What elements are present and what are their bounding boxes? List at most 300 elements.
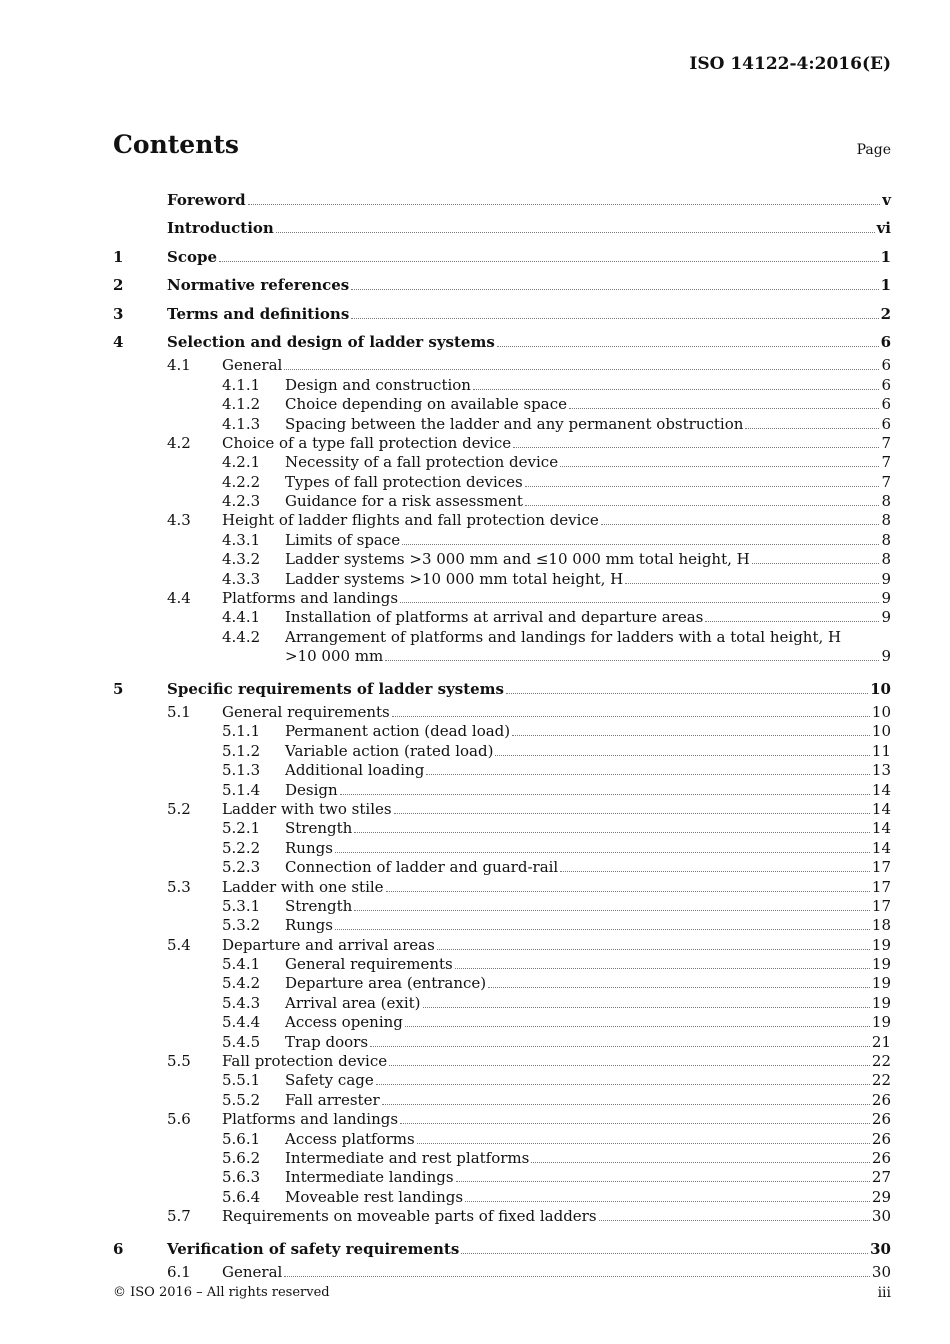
toc-entry[interactable] bbox=[113, 703, 891, 722]
toc-entry-number: 5.1.2 bbox=[222, 741, 261, 760]
toc-entry-title[interactable]: Intermediate landings bbox=[285, 1168, 454, 1187]
toc-entry-leader bbox=[167, 214, 891, 242]
toc-entry-title[interactable]: General bbox=[222, 356, 283, 375]
toc-entry-leader bbox=[285, 473, 891, 492]
toc-entry-page[interactable]: 1 bbox=[880, 276, 891, 295]
toc-entry-number: 4.2.3 bbox=[222, 492, 261, 511]
toc-entry-number: 5.4.5 bbox=[222, 1032, 261, 1051]
toc-entry-number: 5.1.3 bbox=[222, 761, 261, 780]
toc-entry[interactable] bbox=[113, 589, 891, 608]
dot-leader bbox=[513, 434, 879, 448]
dot-leader bbox=[456, 1168, 870, 1182]
dot-leader bbox=[465, 1188, 870, 1202]
dot-leader bbox=[335, 839, 870, 853]
toc-entry[interactable] bbox=[113, 492, 891, 511]
dot-leader bbox=[455, 955, 870, 969]
toc-entry-number: 5.3.2 bbox=[222, 916, 261, 935]
page-column-label: Page bbox=[856, 142, 891, 158]
document-id: ISO 14122-4:2016(E) bbox=[689, 54, 891, 74]
toc-entry-leader bbox=[285, 608, 891, 627]
toc-entry-title[interactable]: Ladder with one stile bbox=[222, 877, 384, 896]
toc-entry-title[interactable]: Design bbox=[285, 780, 338, 799]
toc-entry[interactable] bbox=[113, 742, 891, 761]
toc-entry-title[interactable]: Arrival area (exit) bbox=[285, 993, 421, 1012]
toc-entry-title[interactable]: Rungs bbox=[285, 838, 333, 857]
toc-entry-leader bbox=[285, 1071, 891, 1090]
toc-entry-leader bbox=[285, 1188, 891, 1207]
toc-entry-page[interactable]: 29 bbox=[871, 1187, 891, 1206]
toc-entry[interactable] bbox=[113, 994, 891, 1013]
toc-entry-page[interactable]: 30 bbox=[870, 1239, 891, 1258]
section-gap bbox=[113, 667, 891, 675]
toc-entry-number: 6 bbox=[113, 1239, 124, 1258]
toc-entry-title[interactable]: Height of ladder flights and fall protection device bbox=[222, 511, 599, 530]
toc-entry-leader bbox=[285, 1130, 891, 1149]
toc-entry-title[interactable]: Guidance for a risk assessment bbox=[285, 492, 523, 511]
toc-entry-title[interactable]: General requirements bbox=[285, 955, 453, 974]
dot-leader bbox=[461, 1240, 868, 1254]
toc-entry[interactable] bbox=[113, 395, 891, 414]
toc-entry-title[interactable]: Verification of safety requirements bbox=[167, 1239, 460, 1258]
toc-entry-page[interactable]: 6 bbox=[881, 414, 891, 433]
toc-entry-page[interactable]: 26 bbox=[871, 1129, 891, 1148]
toc-entry-number: 5.2.2 bbox=[222, 838, 261, 857]
toc-entry-title[interactable]: Moveable rest landings bbox=[285, 1187, 464, 1206]
toc-entry[interactable] bbox=[113, 1168, 891, 1187]
toc-entry-leader bbox=[222, 936, 891, 955]
toc-entry-title[interactable]: Specific requirements of ladder systems bbox=[167, 679, 504, 698]
dot-leader bbox=[284, 356, 879, 370]
toc-entry-page[interactable]: 17 bbox=[871, 858, 891, 877]
toc-entry-page[interactable]: 7 bbox=[881, 453, 891, 472]
toc-entry-number: 4 bbox=[113, 332, 124, 351]
dot-leader bbox=[284, 1263, 870, 1277]
dot-leader bbox=[625, 570, 879, 584]
toc-entry-page[interactable]: 8 bbox=[881, 530, 891, 549]
dot-leader bbox=[497, 333, 879, 347]
toc-entry-leader bbox=[285, 1033, 891, 1052]
toc-entry[interactable] bbox=[113, 722, 891, 741]
toc-entry-leader bbox=[285, 453, 891, 472]
toc-entry-number: 4.2.2 bbox=[222, 472, 261, 491]
toc-entry-leader bbox=[222, 1263, 891, 1282]
dot-leader bbox=[354, 897, 870, 911]
toc-entry-page[interactable]: 30 bbox=[871, 1262, 891, 1281]
toc-entry-leader bbox=[222, 589, 891, 608]
toc-entry[interactable] bbox=[113, 955, 891, 974]
toc-entry-title[interactable]: Departure and arrival areas bbox=[222, 935, 435, 954]
toc-entry-number: 5.4 bbox=[167, 935, 191, 954]
dot-leader bbox=[351, 276, 878, 290]
toc-entry-number: 5.2.3 bbox=[222, 858, 261, 877]
toc-entry-title[interactable]: Variable action (rated load) bbox=[285, 741, 494, 760]
toc-entry[interactable] bbox=[113, 1207, 891, 1226]
toc-entry-leader bbox=[167, 675, 891, 703]
toc-entry[interactable] bbox=[113, 1071, 891, 1090]
toc-entry-title[interactable]: Choice of a type fall protection device bbox=[222, 433, 512, 452]
dot-leader bbox=[417, 1130, 870, 1144]
toc-entry-title[interactable]: Intermediate and rest platforms bbox=[285, 1148, 530, 1167]
dot-leader bbox=[382, 1091, 870, 1105]
toc-entry-title[interactable]: Foreword bbox=[167, 191, 246, 209]
toc-entry-number: 4.2.1 bbox=[222, 453, 261, 472]
toc-entry-page[interactable]: 19 bbox=[871, 935, 891, 954]
dot-leader bbox=[376, 1071, 870, 1085]
toc-entry-leader bbox=[285, 1168, 891, 1187]
toc-entry-leader bbox=[285, 781, 891, 800]
toc-entry[interactable] bbox=[113, 1033, 891, 1052]
toc-entry-leader bbox=[285, 1091, 891, 1110]
toc-entry-page[interactable]: 14 bbox=[871, 799, 891, 818]
dot-leader bbox=[752, 550, 880, 564]
toc-entry[interactable] bbox=[113, 761, 891, 780]
toc-entry[interactable] bbox=[113, 781, 891, 800]
toc-entry[interactable] bbox=[113, 356, 891, 375]
dot-leader bbox=[525, 492, 880, 506]
dot-leader bbox=[745, 415, 879, 429]
toc-entry-leader bbox=[167, 271, 891, 299]
toc-entry-number: 4.1.1 bbox=[222, 375, 261, 394]
toc-entry-title[interactable]: Connection of ladder and guard-rail bbox=[285, 858, 559, 877]
toc-entry-leader bbox=[167, 328, 891, 356]
toc-entry-number: 5.5 bbox=[167, 1052, 191, 1071]
dot-leader bbox=[370, 1033, 870, 1047]
toc-entry-title[interactable]: Normative references bbox=[167, 276, 350, 295]
toc-entry-page[interactable]: 8 bbox=[881, 492, 891, 511]
toc-entry-title[interactable]: Limits of space bbox=[285, 530, 401, 549]
toc-entry-page[interactable]: 1 bbox=[880, 247, 891, 266]
toc-entry[interactable] bbox=[113, 300, 891, 328]
toc-entry[interactable] bbox=[113, 974, 891, 993]
dot-leader bbox=[351, 305, 878, 319]
toc-entry-number: 5.6.1 bbox=[222, 1129, 261, 1148]
dot-leader bbox=[402, 531, 879, 545]
toc-entry-leader bbox=[285, 839, 891, 858]
toc-entry[interactable] bbox=[113, 453, 891, 472]
dot-leader bbox=[426, 761, 870, 775]
toc-entry-title[interactable]: Necessity of a fall protection device bbox=[285, 453, 559, 472]
toc-entry-page[interactable]: 6 bbox=[881, 356, 891, 375]
toc-entry-leader bbox=[285, 570, 891, 589]
dot-leader bbox=[599, 1207, 870, 1221]
toc-entry-number: 5.4.3 bbox=[222, 993, 261, 1012]
toc-entry-title[interactable]: Access platforms bbox=[285, 1129, 415, 1148]
dot-leader bbox=[601, 511, 880, 525]
toc-entry-title[interactable]: Introduction bbox=[167, 219, 274, 238]
dot-leader bbox=[488, 974, 870, 988]
toc-entry-page[interactable]: 17 bbox=[871, 877, 891, 896]
toc-entry-page[interactable]: 22 bbox=[871, 1071, 891, 1090]
toc-entry[interactable] bbox=[113, 1091, 891, 1110]
toc-entry-number: 4.1.2 bbox=[222, 395, 261, 414]
toc-entry-number: 5.6.4 bbox=[222, 1187, 261, 1206]
toc-entry-leader bbox=[285, 647, 891, 666]
dot-leader bbox=[560, 453, 879, 467]
toc-entry-page[interactable]: 26 bbox=[871, 1110, 891, 1129]
toc-entry-number: 5.3.1 bbox=[222, 896, 261, 915]
toc-entry-leader bbox=[285, 1149, 891, 1168]
dot-leader bbox=[495, 742, 869, 756]
toc-entry-number: 5.4.4 bbox=[222, 1013, 261, 1032]
toc-entry-page[interactable]: 8 bbox=[881, 550, 891, 569]
toc-entry-page[interactable]: 21 bbox=[871, 1032, 891, 1051]
toc-entry-number: 4.3.2 bbox=[222, 550, 261, 569]
toc-entry-leader bbox=[167, 243, 891, 271]
toc-entry-leader bbox=[222, 1110, 891, 1129]
toc-entry-page[interactable]: 7 bbox=[881, 433, 891, 452]
toc-entry-page[interactable]: 10 bbox=[871, 722, 891, 741]
toc-entry-leader bbox=[222, 703, 891, 722]
dot-leader bbox=[705, 608, 879, 622]
toc-entry-leader bbox=[222, 800, 891, 819]
dot-leader bbox=[423, 994, 870, 1008]
toc-entry[interactable] bbox=[113, 376, 891, 395]
toc-entry[interactable] bbox=[113, 1013, 891, 1032]
page-title: Contents bbox=[113, 130, 240, 159]
toc-entry[interactable] bbox=[113, 531, 891, 550]
toc-entry-title[interactable]: Fall protection device bbox=[222, 1052, 388, 1071]
toc-entry[interactable] bbox=[113, 511, 891, 530]
toc-entry-page[interactable]: 10 bbox=[871, 702, 891, 721]
toc-entry[interactable] bbox=[113, 1235, 891, 1263]
toc-entry-leader bbox=[285, 1013, 891, 1032]
toc-entry-leader bbox=[285, 916, 891, 935]
toc-entry-page[interactable]: 26 bbox=[871, 1148, 891, 1167]
toc-entry-title[interactable]: Spacing between the ladder and any permanent obstruction bbox=[285, 414, 744, 433]
dot-leader bbox=[389, 1052, 870, 1066]
toc-entry-title[interactable]: Installation of platforms at arrival and departure areas bbox=[285, 608, 704, 627]
toc-entry-leader bbox=[285, 722, 891, 741]
toc-entry-page[interactable]: 6 bbox=[881, 375, 891, 394]
toc-entry[interactable] bbox=[113, 1149, 891, 1168]
toc-entry[interactable] bbox=[113, 675, 891, 703]
dot-leader bbox=[276, 219, 875, 233]
toc-entry-title[interactable]: Platforms and landings bbox=[222, 589, 399, 608]
toc-entry-title[interactable]: Choice depending on available space bbox=[285, 395, 567, 414]
dot-leader bbox=[506, 680, 868, 694]
toc-entry[interactable] bbox=[113, 608, 891, 627]
toc-entry-title[interactable]: Scope bbox=[167, 247, 218, 266]
dot-leader bbox=[335, 916, 870, 930]
dot-leader bbox=[512, 722, 870, 736]
toc-entry-number: 5.1.4 bbox=[222, 780, 261, 799]
toc-entry-title[interactable]: Strength bbox=[285, 819, 353, 838]
toc-entry-number: 1 bbox=[113, 247, 124, 266]
toc-entry-leader bbox=[167, 300, 891, 328]
toc-entry-number: 5.1.1 bbox=[222, 722, 261, 741]
toc-entry[interactable] bbox=[113, 916, 891, 935]
toc-entry[interactable] bbox=[113, 897, 891, 916]
toc-entry[interactable] bbox=[113, 243, 891, 271]
toc-entry[interactable] bbox=[113, 1188, 891, 1207]
toc-entry-number: 4.3 bbox=[167, 511, 191, 530]
toc-entry-number: 4.4 bbox=[167, 589, 191, 608]
toc-entry-leader bbox=[285, 761, 891, 780]
toc-entry-page[interactable]: 13 bbox=[871, 761, 891, 780]
toc-entry[interactable] bbox=[113, 1263, 891, 1282]
toc-entry-title-continued[interactable]: >10 000 mm bbox=[285, 647, 384, 666]
toc-entry[interactable] bbox=[113, 858, 891, 877]
toc-entry[interactable] bbox=[113, 473, 891, 492]
toc-entry-number: 5.6.3 bbox=[222, 1168, 261, 1187]
toc-entry-title[interactable]: Platforms and landings bbox=[222, 1110, 399, 1129]
toc-entry-title[interactable]: Safety cage bbox=[285, 1071, 374, 1090]
toc-entry-leader bbox=[285, 395, 891, 414]
toc-entry-number: 5.4.2 bbox=[222, 974, 261, 993]
toc-entry-page[interactable]: 9 bbox=[881, 608, 891, 627]
toc-entry-continuation[interactable] bbox=[113, 647, 891, 666]
toc-entry-page[interactable]: 17 bbox=[871, 896, 891, 915]
toc-entry-page[interactable]: 7 bbox=[881, 472, 891, 491]
toc-entry-title[interactable]: Departure area (entrance) bbox=[285, 974, 487, 993]
dot-leader bbox=[385, 647, 879, 661]
toc-entry-leader bbox=[222, 878, 891, 897]
toc-entry-number: 3 bbox=[113, 304, 124, 323]
toc-entry-leader bbox=[167, 1235, 891, 1263]
toc-entry-leader bbox=[285, 858, 891, 877]
toc-entry-page[interactable]: 6 bbox=[881, 395, 891, 414]
toc-entry-number: 5.2.1 bbox=[222, 819, 261, 838]
toc-entry-page[interactable]: 9 bbox=[881, 589, 891, 608]
toc-entry[interactable] bbox=[113, 839, 891, 858]
toc-entry-title[interactable]: Strength bbox=[285, 896, 353, 915]
toc-entry-leader bbox=[285, 994, 891, 1013]
dot-leader bbox=[354, 819, 870, 833]
dot-leader bbox=[405, 1013, 870, 1027]
toc-entry-page[interactable]: 19 bbox=[871, 955, 891, 974]
toc-entry[interactable] bbox=[113, 186, 891, 214]
toc-entry-number: 2 bbox=[113, 276, 124, 295]
toc-entry[interactable] bbox=[113, 878, 891, 897]
toc-entry[interactable] bbox=[113, 1130, 891, 1149]
toc-entry-page[interactable]: 19 bbox=[871, 974, 891, 993]
toc-entry-number: 5 bbox=[113, 679, 124, 698]
toc-entry-number: 4.1 bbox=[167, 356, 191, 375]
toc-entry[interactable] bbox=[113, 800, 891, 819]
toc-entry-number: 5.4.1 bbox=[222, 955, 261, 974]
toc-entry-title[interactable]: Fall arrester bbox=[285, 1090, 380, 1109]
toc-entry-number: 5.7 bbox=[167, 1207, 191, 1226]
toc-entry[interactable] bbox=[113, 1052, 891, 1071]
toc-entry-page[interactable]: 14 bbox=[871, 780, 891, 799]
toc-entry-page[interactable]: v bbox=[882, 191, 891, 209]
toc-entry-page[interactable]: 27 bbox=[871, 1168, 891, 1187]
toc-entry-page[interactable]: 6 bbox=[880, 332, 891, 351]
dot-leader bbox=[560, 858, 870, 872]
toc-entry-title[interactable]: Ladder systems >10 000 mm total height, H bbox=[285, 569, 624, 588]
toc-entry[interactable] bbox=[113, 214, 891, 242]
toc-entry-number: 4.1.3 bbox=[222, 414, 261, 433]
toc-entry-page[interactable]: 19 bbox=[871, 993, 891, 1012]
toc-entry-page[interactable]: 19 bbox=[871, 1013, 891, 1032]
toc-entry-leader bbox=[285, 531, 891, 550]
toc-entry[interactable] bbox=[113, 570, 891, 589]
footer-copyright: © ISO 2016 – All rights reserved bbox=[113, 1285, 330, 1300]
toc-entry-page[interactable]: 9 bbox=[881, 647, 891, 666]
toc-entry-leader bbox=[285, 974, 891, 993]
toc-entry[interactable] bbox=[113, 819, 891, 838]
toc-entry-number: 5.1 bbox=[167, 702, 191, 721]
toc-entry-page[interactable]: 9 bbox=[881, 569, 891, 588]
toc-entry-leader bbox=[222, 1207, 891, 1226]
footer-page-number: iii bbox=[877, 1285, 891, 1301]
toc-entry-title[interactable]: Permanent action (dead load) bbox=[285, 722, 511, 741]
toc-entry-number: 4.4.1 bbox=[222, 608, 261, 627]
dot-leader bbox=[386, 878, 870, 892]
toc-entry-number: 5.3 bbox=[167, 877, 191, 896]
toc-entry-page[interactable]: 11 bbox=[871, 741, 891, 760]
toc-entry-leader bbox=[285, 897, 891, 916]
toc-entry[interactable] bbox=[113, 1110, 891, 1129]
toc-entry-page[interactable]: 10 bbox=[870, 679, 891, 698]
toc-entry-title[interactable]: Trap doors bbox=[285, 1032, 369, 1051]
toc-entry-page[interactable]: 14 bbox=[871, 819, 891, 838]
toc-entry-leader bbox=[285, 415, 891, 434]
toc-entry-number: 5.2 bbox=[167, 799, 191, 818]
toc-entry-number: 4.3.1 bbox=[222, 530, 261, 549]
toc-entry-number: 5.5.2 bbox=[222, 1090, 261, 1109]
toc-entry-page[interactable]: vi bbox=[876, 219, 891, 238]
toc-entry-title[interactable]: Access opening bbox=[285, 1013, 403, 1032]
dot-leader bbox=[400, 589, 879, 603]
toc-entry-page[interactable]: 26 bbox=[871, 1090, 891, 1109]
toc-entry-number: 6.1 bbox=[167, 1262, 191, 1281]
toc-entry-title[interactable]: Arrangement of platforms and landings for ladders with a total height, H bbox=[285, 627, 842, 646]
toc-entry-leader bbox=[222, 356, 891, 375]
toc-entry-title[interactable]: Design and construction bbox=[285, 375, 471, 394]
toc-entry[interactable] bbox=[113, 328, 891, 356]
toc-entry[interactable] bbox=[113, 628, 891, 647]
toc-entry-leader bbox=[222, 1052, 891, 1071]
toc-entry-page[interactable]: 30 bbox=[871, 1207, 891, 1226]
toc-entry[interactable] bbox=[113, 550, 891, 569]
toc-entry-title[interactable]: Types of fall protection devices bbox=[285, 472, 523, 491]
dot-leader bbox=[394, 800, 870, 814]
dot-leader bbox=[219, 248, 879, 262]
toc-entry-title[interactable]: Requirements on moveable parts of fixed ladders bbox=[222, 1207, 597, 1226]
toc-entry-page[interactable]: 2 bbox=[880, 304, 891, 323]
dot-leader bbox=[473, 376, 879, 390]
toc-entry-leader bbox=[285, 628, 891, 647]
toc-entry-page[interactable]: 14 bbox=[871, 838, 891, 857]
toc-entry-leader bbox=[285, 955, 891, 974]
toc-entry-leader bbox=[222, 434, 891, 453]
toc-entry-number: 4.4.2 bbox=[222, 627, 261, 646]
table-of-contents bbox=[113, 186, 891, 1282]
toc-entry-number: 5.6.2 bbox=[222, 1148, 261, 1167]
toc-entry[interactable] bbox=[113, 271, 891, 299]
toc-entry-page[interactable]: 8 bbox=[881, 511, 891, 530]
toc-entry-title[interactable]: Rungs bbox=[285, 916, 333, 935]
toc-entry-title[interactable]: Additional loading bbox=[285, 761, 425, 780]
toc-entry[interactable] bbox=[113, 434, 891, 453]
toc-entry-title[interactable]: Terms and definitions bbox=[167, 304, 350, 323]
toc-entry-title[interactable]: Selection and design of ladder systems bbox=[167, 332, 495, 351]
toc-entry-number: 5.6 bbox=[167, 1110, 191, 1129]
toc-entry-leader bbox=[285, 492, 891, 511]
dot-leader bbox=[392, 703, 870, 717]
toc-entry[interactable] bbox=[113, 415, 891, 434]
dot-leader bbox=[437, 936, 870, 950]
toc-entry-page[interactable]: 18 bbox=[871, 916, 891, 935]
toc-entry-page[interactable]: 22 bbox=[871, 1052, 891, 1071]
toc-entry-title[interactable]: Ladder with two stiles bbox=[222, 799, 392, 818]
toc-entry-title[interactable]: Ladder systems >3 000 mm and ≤10 000 mm total height, H bbox=[285, 550, 750, 569]
dot-leader bbox=[525, 473, 880, 487]
toc-entry-title[interactable]: General bbox=[222, 1262, 283, 1281]
toc-entry-title[interactable]: General requirements bbox=[222, 702, 390, 721]
toc-entry[interactable] bbox=[113, 936, 891, 955]
